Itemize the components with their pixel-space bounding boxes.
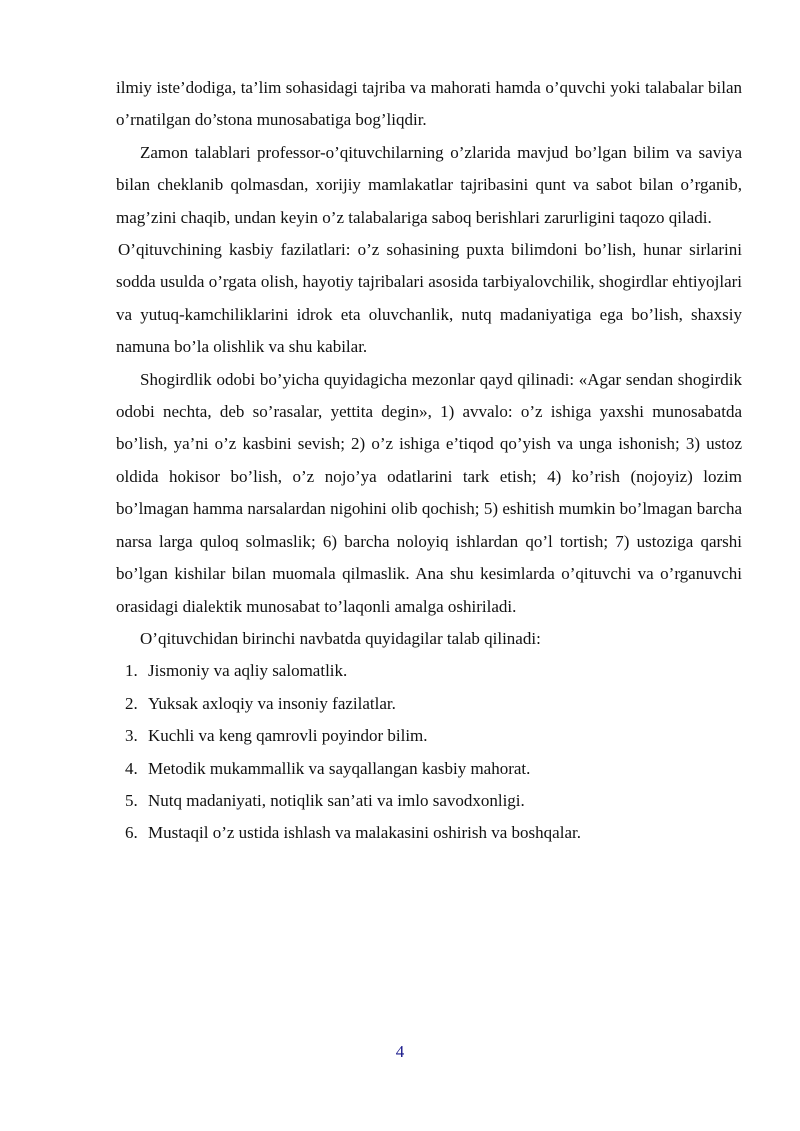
list-item <box>116 753 742 785</box>
list-item <box>116 817 742 849</box>
list-item-text: Kuchli va keng qamrovli poyindor bilim. <box>148 726 428 746</box>
list-item-number: 5. <box>125 790 138 810</box>
list-item-text: Nutq madaniyati, notiqlik san’ati va imlo savodxonligi. <box>148 790 525 810</box>
list-item-number: 4. <box>125 758 138 778</box>
list-item-text: Mustaqil o’z ustida ishlash va malakasini oshirish va boshqalar. <box>148 823 581 843</box>
paragraph-shogirdlik-odobi: Shogirdlik odobi bo’yicha quyidagicha mezonlar qayd qilinadi: «Agar sendan shogirdik odobi nechta, deb so’rasalar, yettita degin», 1) avvalo: o’z ishiga yaxshi munosabatda bo’lish, ya’ni o’z kasbini sevish; 2) o’z ishiga e’tiqod qo’yish va unga ishonish; 3) ustoz oldida hokisor bo’lish, o’z nojo’ya odatlarini tark etish; 4) ko’rish (nojoyiz) lozim bo’lmagan hamma narsalardan nigohini olib qochish; 5) eshitish mumkin bo’lmagan barcha narsa larga quloq solmaslik; 6) barcha noloyiq ishlardan qo’l tortish; 7) ustoziga qarshi bo’lgan kishilar bilan muomala qilmaslik. Ana shu kesimlarda o’qituvchi va o’rganuvchi orasidagi dialektik munosabat to’laqonli amalga oshiriladi. <box>116 369 742 616</box>
paragraph-kasbiy-fazilatlar: O’qituvchining kasbiy fazilatlari: o’z sohasining puxta bilimdoni bo’lish, hunar sirlarini sodda usulda o’rgata olish, hayotiy tajribalari asosida tarbiyalovchilik, shogirdlar ehtiyojlari va yutuq-kamchiliklarini idrok eta oluvchanlik, nutq madaniyatiga ega bo’lish, shaxsiy namuna bo’la olishlik va shu kabilar. <box>116 240 742 357</box>
list-item-text: Yuksak axloqiy va insoniy fazilatlar. <box>148 693 396 713</box>
list-item <box>116 655 742 687</box>
list-item-text: Jismoniy va aqliy salomatlik. <box>148 661 348 681</box>
list-item-number: 6. <box>125 823 138 843</box>
list-item <box>116 688 742 720</box>
requirements-list <box>116 655 742 849</box>
list-item-text: Metodik mukammallik va sayqallangan kasbiy mahorat. <box>148 758 531 778</box>
page-number: 4 <box>395 1042 405 1061</box>
list-item-number: 1. <box>125 661 138 681</box>
list-item-number: 3. <box>125 726 138 746</box>
list-item <box>116 785 742 817</box>
body-text <box>116 72 742 850</box>
paragraph-continuation: ilmiy iste’dodiga, ta’lim sohasidagi tajriba va mahorati hamda o’quvchi yoki talabalar bilan o’rnatilgan do’stona munosabatiga bog’liqdir. <box>116 78 742 130</box>
list-item-number: 2. <box>125 693 138 713</box>
list-item <box>116 720 742 752</box>
paragraph-list-intro: O’qituvchidan birinchi navbatda quyidagilar talab qilinadi: <box>140 628 541 648</box>
paragraph-zamon-talablari: Zamon talablari professor-o’qituvchilarning o’zlarida mavjud bo’lgan bilim va saviya bilan cheklanib qolmasdan, xorijiy mamlakatlar tajribasini qunt va sabot bilan o’rganib, mag’zini chaqib, undan keyin o’z talabalariga saboq berishlari zarurligini taqozo qiladi. <box>116 142 742 227</box>
